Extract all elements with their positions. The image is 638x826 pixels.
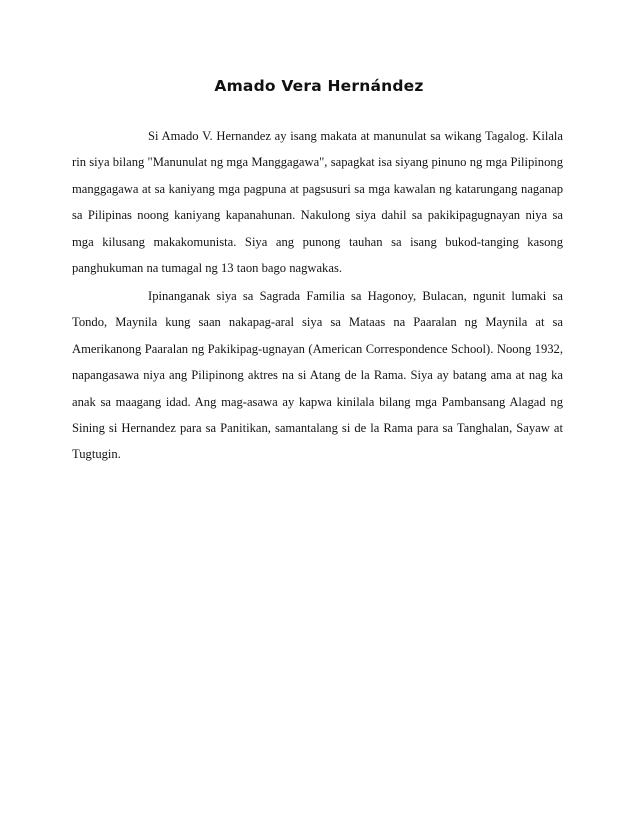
document-title: Amado Vera Hernández — [214, 77, 424, 95]
paragraph-1: Si Amado V. Hernandez ay isang makata at manunulat sa wikang Tagalog. Kilala rin siya bilang "Manunulat ng mga Manggagawa", sapagkat isa siyang pinuno ng mga Pilipinong manggagawa at sa kaniyang mga pagpuna at pagsusuri sa mga kawalan ng katarungang naganap sa Pilipinas noong kaniyang kapanahunan. Nakulong siya dahil sa pakikipagugnayan niya sa mga kilusang makakomunista. Siya ang punong tauhan sa isang bukod-tanging kasong panghukuman na tumagal ng 13 taon bago nagwakas. — [72, 129, 563, 276]
paragraph-2: Ipinanganak siya sa Sagrada Familia sa Hagonoy, Bulacan, ngunit lumaki sa Tondo, Maynila kung saan nakapag-aral siya sa Mataas na Paaralan ng Maynila at sa Amerikanong Paaralan ng Pakikipag-ugnayan (American Correspondence School). Noong 1932, napangasawa niya ang Pilipinong aktres na si Atang de la Rama. Siya ay batang ama at nag ka anak sa maagang idad. Ang mag-asawa ay kapwa kinilala bilang mga Pambansang Alagad ng Sining si Hernandez para sa Panitikan, samantalang si de la Rama para sa Tanghalan, Sayaw at Tugtugin. — [72, 289, 563, 462]
